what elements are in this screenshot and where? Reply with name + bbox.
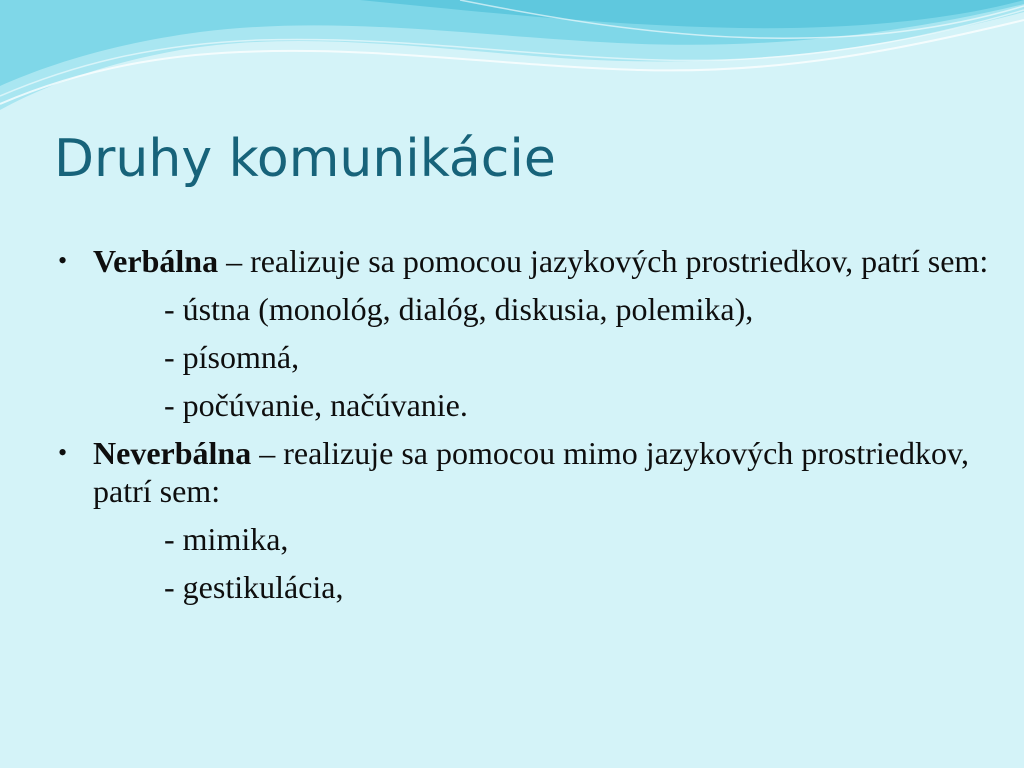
bullet-dot-icon: • <box>58 438 68 467</box>
subitem-facial-expression: - mimika, <box>164 521 289 557</box>
bullet-text-nonverbal: – realizuje sa pomocou mimo jazykových prostriedkov, patrí sem: <box>93 435 969 509</box>
bullet-text-verbal: – realizuje sa pomocou jazykových prostriedkov, patrí sem: <box>218 243 989 279</box>
subitem-listening: - počúvanie, načúvanie. <box>164 387 468 423</box>
bullet-nonverbal <box>58 434 998 510</box>
header-wave-decoration <box>0 0 1024 130</box>
subitem-gesticulation: - gestikulácia, <box>164 569 344 605</box>
bullet-term-verbal: Verbálna <box>93 243 219 279</box>
bullet-verbal <box>58 242 998 280</box>
subitem-oral: - ústna (monológ, dialóg, diskusia, polemika), <box>164 291 754 327</box>
bullet-dot-icon: • <box>58 246 68 275</box>
bullet-term-nonverbal: Neverbálna <box>93 435 252 471</box>
slide-title: Druhy komunikácie <box>54 129 556 189</box>
subitem-written: - písomná, <box>164 339 300 375</box>
slide-body <box>58 242 998 606</box>
